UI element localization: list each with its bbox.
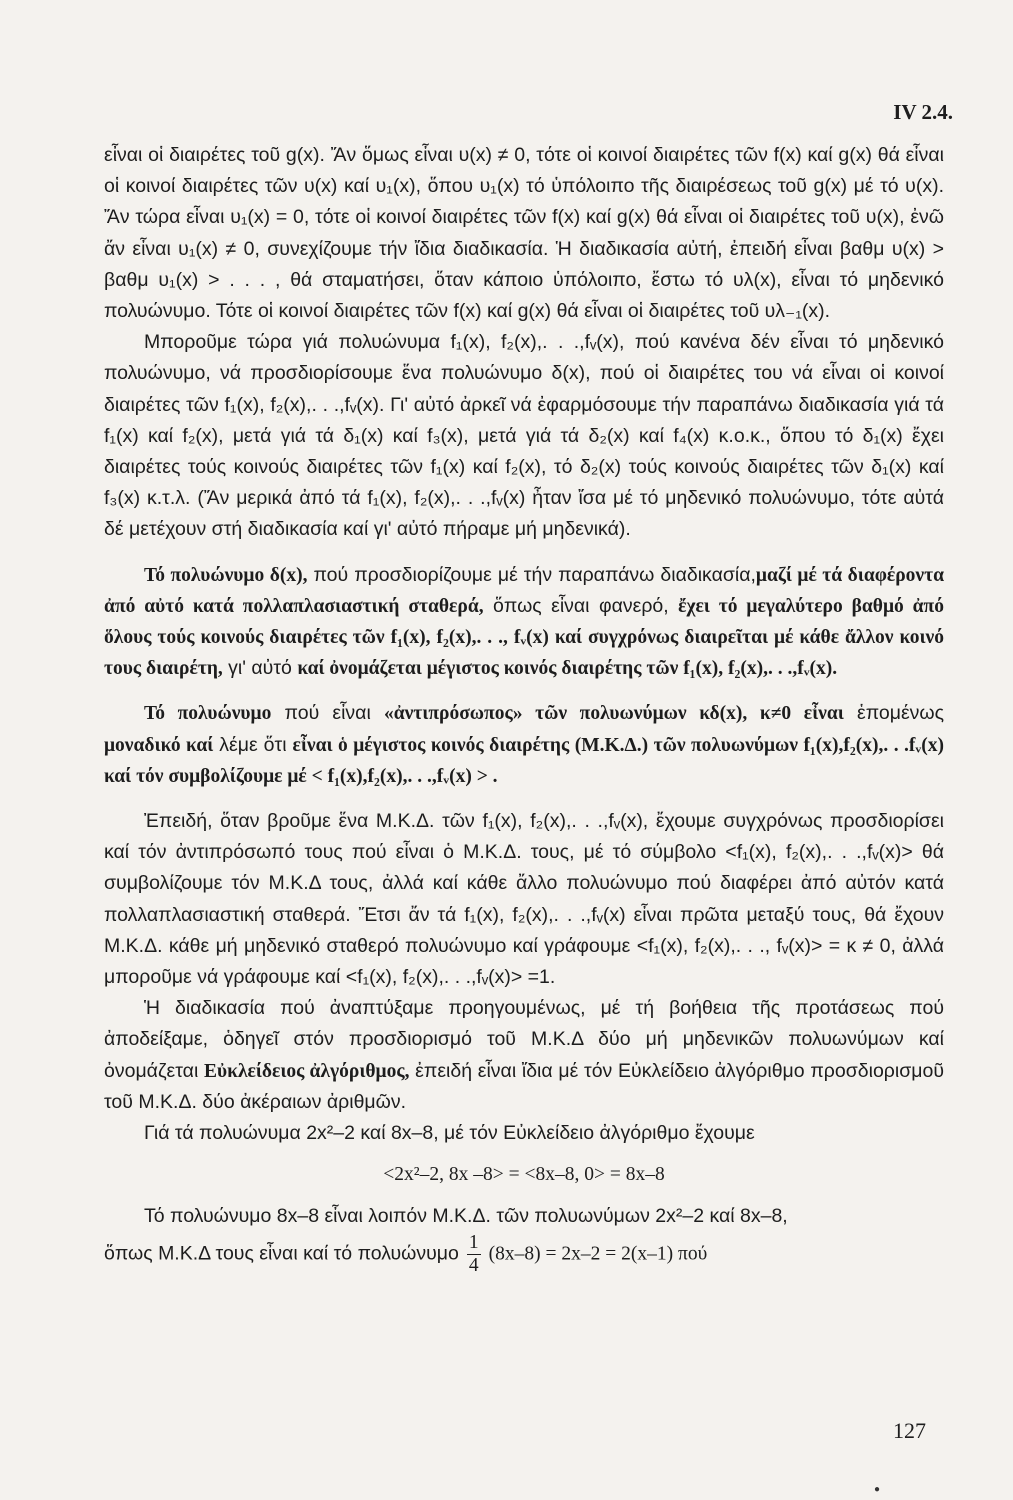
section-header: IV 2.4.: [893, 100, 953, 124]
paragraph: Μποροῦμε τώρα γιά πολυώνυμα f₁(x), f₂(x),. . .,fᵥ(x), πού κανένα δέν εἶναι τό μηδενικό πολυώνυμο, νά προσδιορίσουμε ἕνα πολυώνυμο δ(x), πού οἱ διαιρέτες του νά εἶναι οἱ κοινοί διαιρέτες τῶν f₁(x), f₂(x),. . .,fᵥ(x). Γι' αὐτό ἀρκεῖ νά ἐφαρμόσουμε τήν παραπάνω διαδικασία γιά τά f₁(x) καί f₂(x), μετά γιά τά δ₁(x) καί f₃(x), μετά γιά τά δ₂(x) καί f₄(x) κ.ο.κ., ὅπου τό δ₁(x) ἔχει διαιρέτες τούς κοινούς διαιρέτες τῶν f₁(x) καί f₂(x), τό δ₂(x) τούς κοινούς διαιρέτες τῶν δ₁(x) καί f₃(x) κ.τ.λ. (Ἄν μερικά ἀπό τά f₁(x), f₂(x),. . .,fᵥ(x) ἦταν ἴσα μέ τό μηδενικό πολυώνυμο, τότε αὐτά δέ μετέχουν στή διαδικασία καί γι' αὐτό πήραμε μή μηδενικά).: [104, 331, 944, 541]
paragraph: Ἐπειδή, ὅταν βροῦμε ἕνα Μ.Κ.Δ. τῶν f₁(x), f₂(x),. . .,fᵥ(x), ἔχουμε συγχρόνως προσδιορίσει καί τόν ἀντιπρόσωπό τους πού εἶναι ὁ Μ.Κ.Δ. τους, μέ τό σύμβολο <f₁(x), f₂(x),. . .,fᵥ(x)> θά συμβολίζουμε τόν Μ.Κ.Δ τους, ἀλλά καί κάθε ἄλλο πολυώνυμο πού διαφέρει ἀπό αὐτόν κατά πολλαπλασιαστική σταθερά. Ἔτσι ἄν τά f₁(x), f₂(x),. . .,fᵥ(x) εἶναι πρῶτα μεταξύ τους, θά ἔχουν Μ.Κ.Δ. κάθε μή μηδενικό σταθερό πολυώνυμο καί γράφουμε <f₁(x), f₂(x),. . ., fᵥ(x)> = κ ≠ 0, ἀλλά μποροῦμε νά γράφουμε καί <f₁(x), f₂(x),. . .,fᵥ(x)> =1.: [104, 810, 944, 989]
paragraph: εἶναι οἱ διαιρέτες τοῦ g(x). Ἄν ὅμως εἶναι υ(x) ≠ 0, τότε οἱ κοινοί διαιρέτες τῶν f(x) καί g(x) θά εἶναι οἱ κοινοί διαιρέτες τῶν υ(x) καί υ₁(x), ὅπου υ₁(x) τό ὑπόλοιπο τῆς διαιρέσεως τοῦ g(x) μέ τό υ(x). Ἄν τώρα εἶναι υ₁(x) = 0, τότε οἱ κοινοί διαιρέτες τῶν f(x) καί g(x) θά εἶναι οἱ διαιρέτες τοῦ υ(x), ἐνῶ ἄν εἶναι υ₁(x) ≠ 0, συνεχίζουμε τήν ἴδια διαδικασία. Ἡ διαδικασία αὐτή, ἐπειδή εἶναι βαθμ υ(x) > βαθμ υ₁(x) > . . . , θά σταματήσει, ὅταν κάποιο ὑπόλοιπο, ἔστω τό υλ(x), εἶναι τό μηδενικό πολυώνυμο. Τότε οἱ κοινοί διαιρέτες τῶν f(x) καί g(x) θά εἶναι οἱ διαιρέτες τοῦ υλ₋₁(x).: [104, 144, 944, 323]
paragraph: Τό πολυώνυμο 8x–8 εἶναι λοιπόν Μ.Κ.Δ. τῶν πολυωνύμων 2x²–2 καί 8x–8,: [144, 1204, 788, 1227]
page-number: 127: [893, 1418, 926, 1443]
definition-paragraph: Τό πολυώνυμο πού εἶναι «ἀντιπρόσωπος» τῶν πολυωνύμων κδ(x), κ≠0 εἶναι ἑπομένως μοναδικό καί λέμε ὅτι εἶναι ὁ μέγιστος κοινός διαιρέτης (Μ.Κ.Δ.) τῶν πολυωνύμων f₁(x),f₂(x),. . .fᵥ(x) καί τόν συμβολίζουμε μέ < f₁(x),f₂(x),. . .,fᵥ(x) > .: [104, 702, 945, 787]
paragraph: Γιά τά πολυώνυμα 2x²–2 καί 8x–8, μέ τόν Εὐκλείδειο ἀλγόριθμο ἔχουμε: [144, 1122, 755, 1145]
ink-speck: ●: [874, 1484, 881, 1495]
equation: <2x²–2, 8x –8> = <8x–8, 0> = 8x–8: [383, 1164, 665, 1186]
paragraph: Ἡ διαδικασία πού ἀναπτύξαμε προηγουμένως, μέ τή βοήθεια τῆς προτάσεως πού ἀποδείξαμε, ὁδηγεῖ στόν προσδιορισμό τοῦ Μ.Κ.Δ δύο μή μηδενικῶν πολυωνύμων καί ὀνομάζεται Εὐκλείδειος ἀλγόριθμος, ἐπειδή εἶναι ἴδια μέ τόν Εὐκλείδειο ἀλγόριθμο προσδιορισμοῦ τοῦ Μ.Κ.Δ. δύο ἀκέραιων ἀριθμῶν.: [104, 997, 944, 1113]
definition-paragraph: Τό πολυώνυμο δ(x), πού προσδιορίζουμε μέ τήν παραπάνω διαδικασία,μαζί μέ τά διαφέροντα ἀπό αὐτό κατά πολλαπλασιαστική σταθερά, ὅπως εἶναι φανερό, ἔχει τό μεγαλύτερο βαθμό ἀπό ὅλους τούς κοινούς διαιρέτες τῶν f₁(x), f₂(x),. . ., fᵥ(x) καί συγχρόνως διαιρεῖται μέ κάθε ἄλλον κοινό τους διαιρέτη, γι' αὐτό καί ὀνομάζεται μέγιστος κοινός διαιρέτης τῶν f₁(x), f₂(x),. . .,fᵥ(x).: [104, 563, 944, 680]
page-body: [104, 140, 944, 1277]
fraction: $\frac{1}{4}$: [468, 1231, 479, 1276]
paragraph: ὅπως Μ.Κ.Δ τους εἶναι καί τό πολυώνυμο $\frac{1}{4}$ (8x–8) = 2x–2 = 2(x–1) πού: [104, 1231, 708, 1276]
